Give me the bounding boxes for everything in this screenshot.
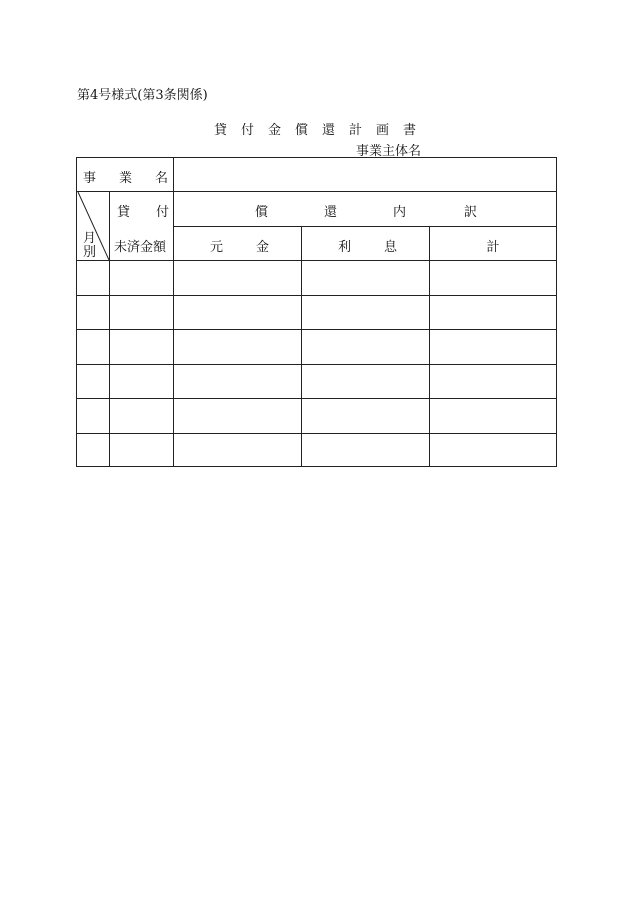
label-char: 別	[83, 245, 97, 260]
label-char: 金	[256, 240, 270, 255]
interest-cell[interactable]	[302, 296, 429, 330]
title-char: 計	[349, 123, 363, 138]
total-cell[interactable]	[430, 261, 556, 295]
label-char: 事	[83, 171, 97, 186]
title-char: 償	[294, 123, 308, 138]
month-cell[interactable]	[78, 296, 109, 330]
title-char: 金	[267, 123, 281, 138]
label-char: 月	[83, 231, 97, 246]
label-char: 訳	[464, 205, 478, 220]
unpaid-amount-cell[interactable]	[110, 399, 173, 433]
unpaid-amount-label: 未済金額	[114, 240, 167, 255]
month-cell[interactable]	[78, 399, 109, 433]
month-label	[83, 232, 96, 260]
month-cell[interactable]	[78, 261, 109, 295]
unpaid-amount-cell[interactable]	[110, 296, 173, 330]
unpaid-amount-cell[interactable]	[110, 261, 173, 295]
total-cell[interactable]	[430, 365, 556, 399]
label-char: 元	[210, 240, 224, 255]
total-label: 計	[486, 240, 500, 255]
interest-cell[interactable]	[302, 365, 429, 399]
repayment-breakdown-label	[174, 201, 556, 221]
principal-cell[interactable]	[174, 296, 301, 330]
label-char: 利	[338, 240, 352, 255]
principal-cell[interactable]	[174, 399, 301, 433]
label-char: 息	[384, 240, 398, 255]
month-cell[interactable]	[78, 330, 109, 364]
unpaid-amount-cell[interactable]	[110, 330, 173, 364]
document-title	[0, 119, 630, 138]
total-cell[interactable]	[430, 399, 556, 433]
interest-cell[interactable]	[302, 434, 429, 468]
label-char: 内	[393, 205, 407, 220]
label-char: 業	[119, 171, 133, 186]
row-divider	[77, 191, 556, 192]
total-cell[interactable]	[430, 296, 556, 330]
interest-cell[interactable]	[302, 261, 429, 295]
entity-name-label: 事業主体名	[356, 144, 422, 159]
title-char: 還	[322, 123, 336, 138]
project-name-field[interactable]	[174, 158, 556, 191]
total-cell[interactable]	[430, 330, 556, 364]
label-char: 還	[324, 205, 338, 220]
unpaid-amount-cell[interactable]	[110, 434, 173, 468]
interest-cell[interactable]	[302, 399, 429, 433]
row-divider	[173, 226, 556, 227]
principal-cell[interactable]	[174, 434, 301, 468]
interest-cell[interactable]	[302, 330, 429, 364]
title-char: 書	[403, 123, 417, 138]
principal-cell[interactable]	[174, 261, 301, 295]
title-char: 貸	[213, 123, 227, 138]
label-char: 名	[155, 171, 169, 186]
title-char: 付	[240, 123, 254, 138]
label-char: 償	[255, 205, 269, 220]
month-cell[interactable]	[78, 434, 109, 468]
repayment-plan-table	[76, 157, 557, 467]
label-char: 貸	[117, 205, 131, 220]
total-cell[interactable]	[430, 434, 556, 468]
principal-cell[interactable]	[174, 365, 301, 399]
principal-label	[174, 236, 301, 256]
form-number: 第4号様式(第3条関係)	[77, 88, 208, 103]
principal-cell[interactable]	[174, 330, 301, 364]
month-cell[interactable]	[78, 365, 109, 399]
unpaid-amount-cell[interactable]	[110, 365, 173, 399]
interest-label	[302, 236, 429, 256]
title-char: 画	[376, 123, 390, 138]
label-char: 付	[156, 205, 170, 220]
